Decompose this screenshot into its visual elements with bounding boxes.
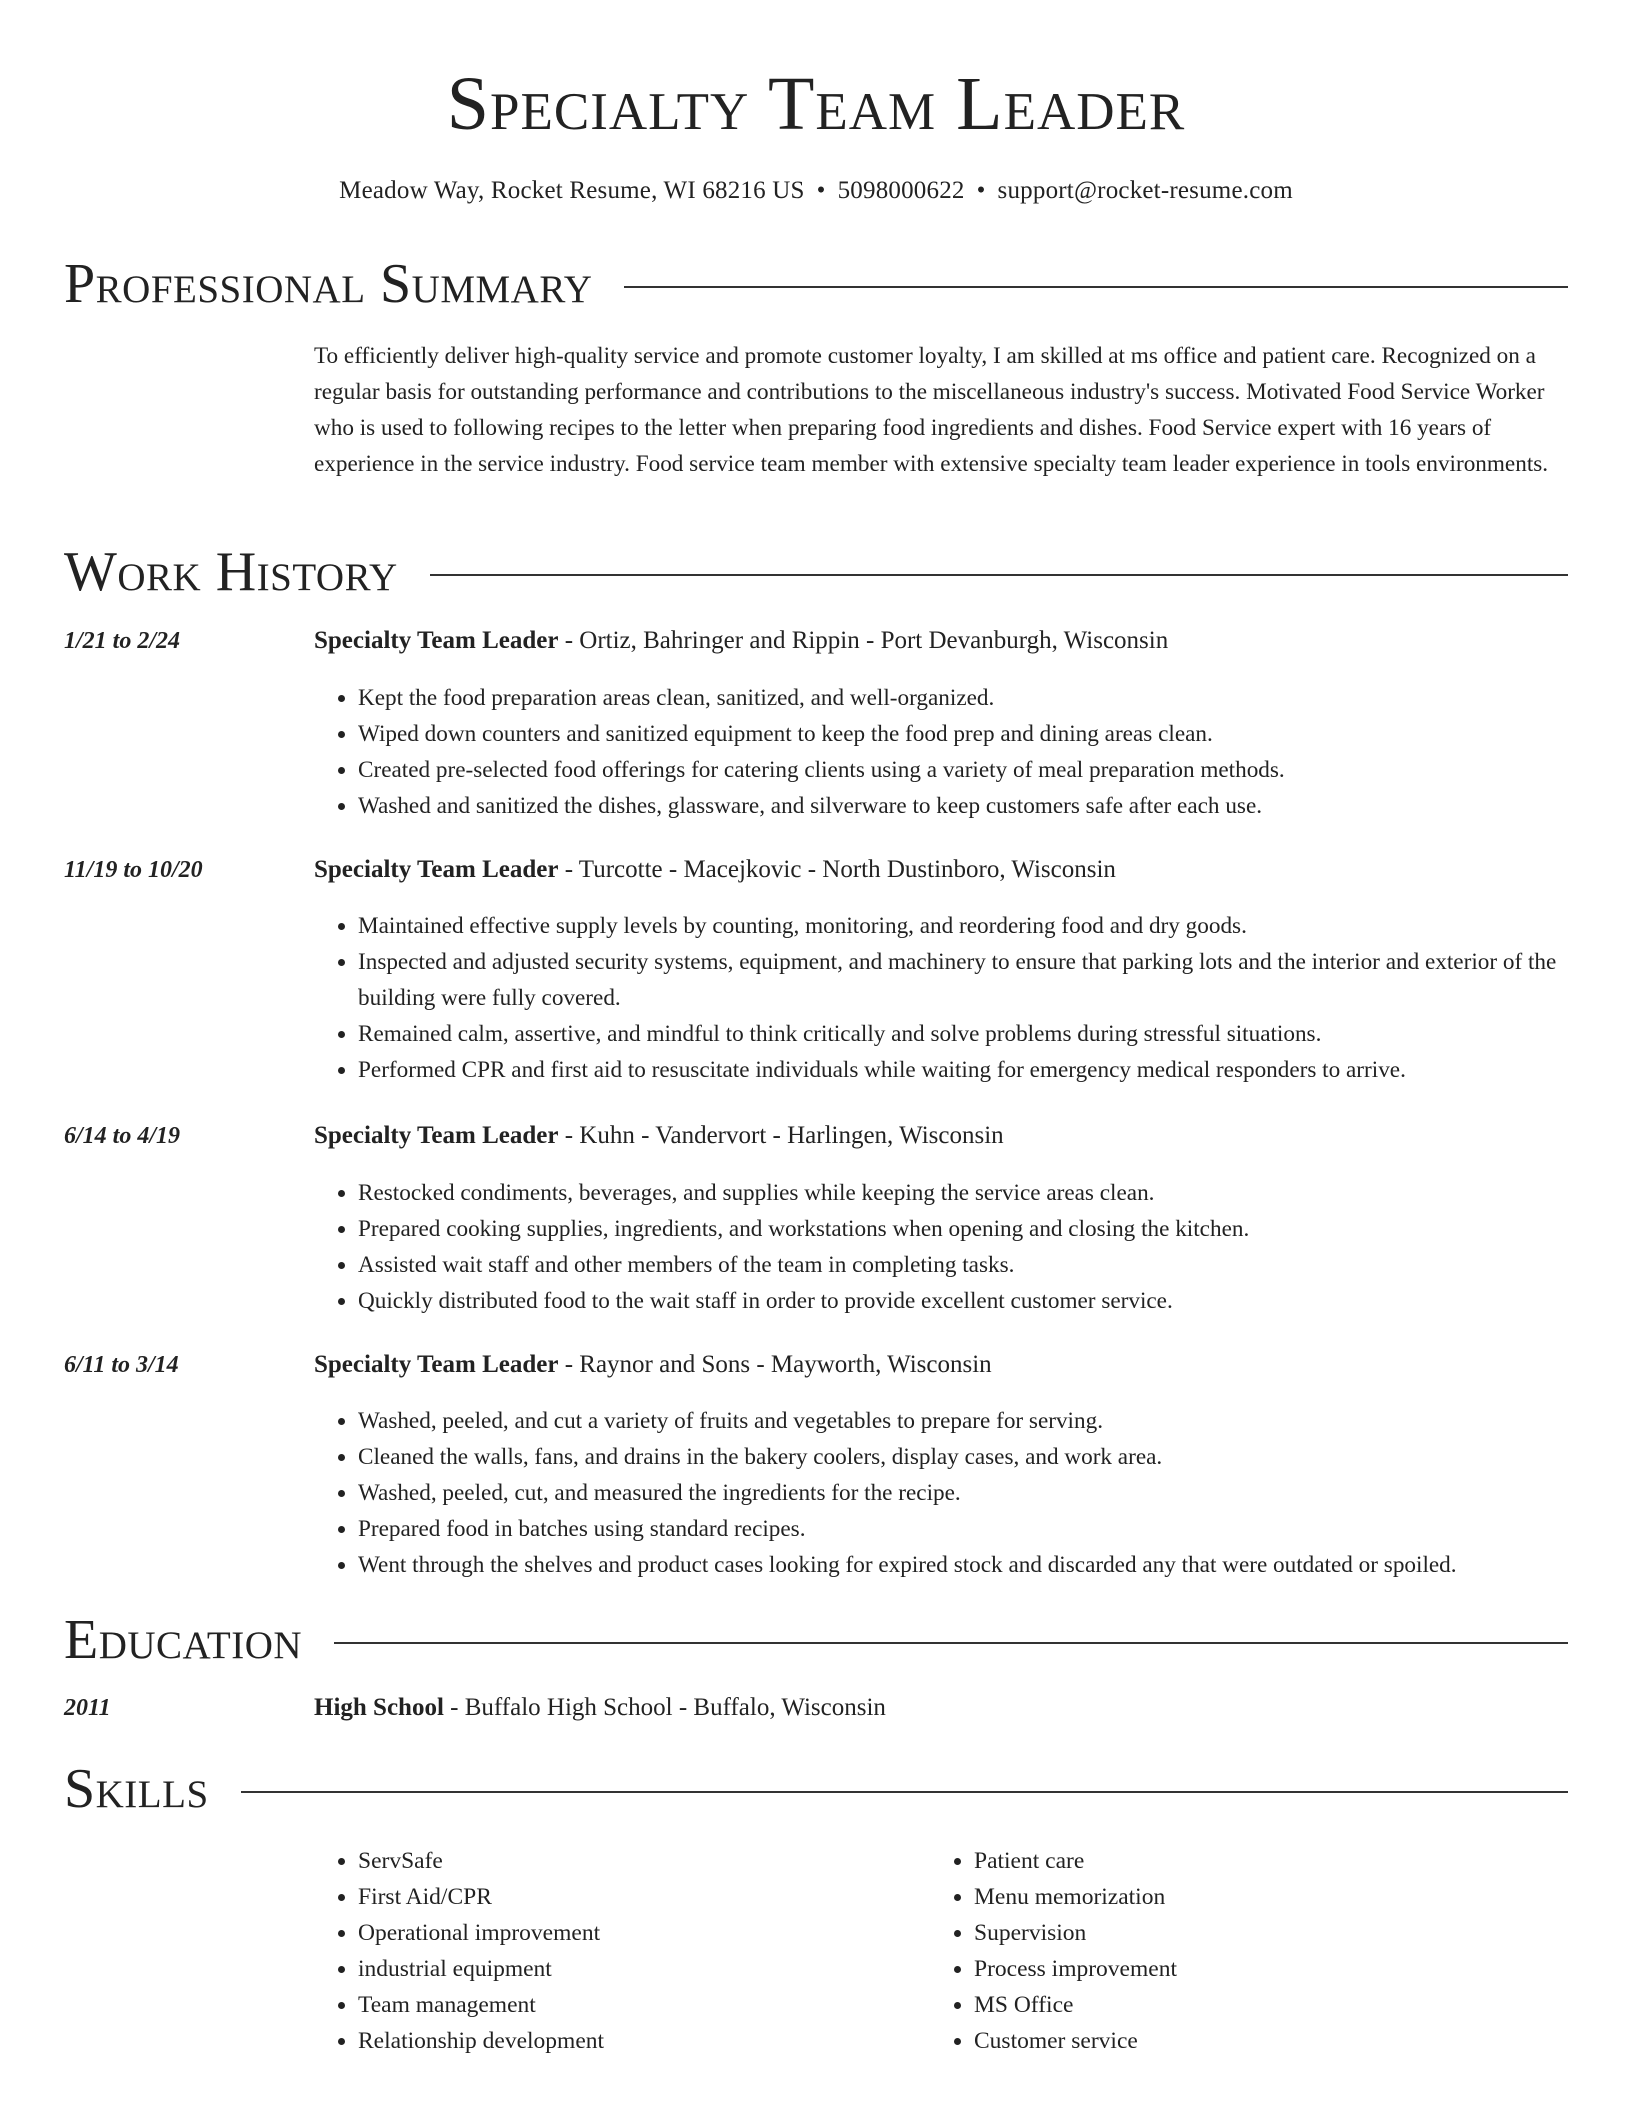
list-item: • Assisted wait staff and other members of the team in completing tasks. (358, 1247, 1572, 1283)
contact-address: Meadow Way, Rocket Resume, WI 68216 US (339, 177, 805, 204)
list-item: • First Aid/CPR (358, 1879, 918, 1915)
list-item: • Relationship development (358, 2023, 918, 2059)
section-work-header (64, 540, 1568, 604)
job-title: Specialty Team Leader (314, 1351, 559, 1378)
job-title: Specialty Team Leader (314, 1122, 559, 1149)
section-title: Education (64, 1609, 303, 1671)
list-item: • Remained calm, assertive, and mindful to think critically and solve problems during stressful situations. (358, 1016, 1572, 1052)
education-degree: High School (314, 1694, 444, 1721)
section-education-header (64, 1608, 1568, 1672)
contact-line (0, 174, 1632, 208)
list-item: • Kept the food preparation areas clean, sanitized, and well-organized. (358, 680, 1572, 716)
list-item: • Washed, peeled, cut, and measured the ingredients for the recipe. (358, 1475, 1572, 1511)
list-item: • industrial equipment (358, 1951, 918, 1987)
list-item: • Maintained effective supply levels by counting, monitoring, and reordering food and dry goods. (358, 908, 1572, 944)
job-heading (314, 1119, 1568, 1153)
resume-title: Specialty Team Leader (446, 62, 1186, 146)
section-rule (624, 286, 1568, 288)
list-item: • Wiped down counters and sanitized equipment to keep the food prep and dining areas clean. (358, 716, 1572, 752)
job-heading (314, 624, 1568, 658)
education-heading (314, 1691, 1568, 1725)
list-item: • Customer service (974, 2023, 1534, 2059)
section-summary-header (64, 252, 1568, 316)
list-item: • Inspected and adjusted security systems, equipment, and machinery to ensure that parking lots and the interior and exterior of the building were fully covered. (358, 944, 1572, 1016)
section-title: Professional Summary (64, 253, 593, 315)
job-heading (314, 853, 1568, 887)
section-title: Work History (64, 541, 398, 603)
list-item: • Team management (358, 1987, 918, 2023)
list-item: • Washed and sanitized the dishes, glassware, and silverware to keep customers safe after each use. (358, 788, 1572, 824)
education-date: 2011 (64, 1695, 111, 1721)
section-skills-header (64, 1757, 1568, 1821)
summary-text: To efficiently deliver high-quality service and promote customer loyalty, I am skilled at ms office and patient care. Recognized on a regular basis for outstanding performance and contributions to the miscellaneous industry's success. Motivated Food Service Worker who is used to following recipes to the letter when preparing food ingredients and dishes. Food Service expert with 16 years of experience in the service industry. Food service team member with extensive specialty team leader experience in tools environments. (314, 343, 1549, 477)
job-heading (314, 1348, 1568, 1382)
education-details: - Buffalo High School - Buffalo, Wisconsin (443, 1694, 886, 1721)
job-details: - Ortiz, Bahringer and Rippin - Port Devanburgh, Wisconsin (558, 627, 1169, 654)
contact-separator: • (816, 177, 826, 204)
list-item: • Menu memorization (974, 1879, 1534, 1915)
job-bullets (314, 1175, 1572, 1319)
list-item: • ServSafe (358, 1843, 918, 1879)
list-item: • Supervision (974, 1915, 1534, 1951)
list-item: • Prepared food in batches using standard recipes. (358, 1511, 1572, 1547)
job-date: 6/14 to 4/19 (64, 1123, 181, 1149)
job-details: - Raynor and Sons - Mayworth, Wisconsin (558, 1351, 992, 1378)
list-item: • Washed, peeled, and cut a variety of fruits and vegetables to prepare for serving. (358, 1403, 1572, 1439)
job-date: 1/21 to 2/24 (64, 628, 181, 654)
skills-list-left (314, 1843, 918, 2059)
job-bullets (314, 908, 1572, 1088)
contact-phone: 5098000622 (837, 177, 965, 204)
job-title: Specialty Team Leader (314, 856, 559, 883)
section-title: Skills (64, 1758, 209, 1820)
job-bullets (314, 680, 1572, 824)
section-rule (241, 1791, 1568, 1793)
list-item: • Performed CPR and first aid to resuscitate individuals while waiting for emergency medical responders to arrive. (358, 1052, 1572, 1088)
list-item: • Process improvement (974, 1951, 1534, 1987)
list-item: • Prepared cooking supplies, ingredients, and workstations when opening and closing the kitchen. (358, 1211, 1572, 1247)
job-date: 6/11 to 3/14 (64, 1352, 179, 1378)
job-date: 11/19 to 10/20 (64, 857, 203, 883)
list-item: • Cleaned the walls, fans, and drains in the bakery coolers, display cases, and work area. (358, 1439, 1572, 1475)
job-title: Specialty Team Leader (314, 627, 559, 654)
list-item: • Patient care (974, 1843, 1534, 1879)
section-rule (430, 574, 1568, 576)
list-item: • Quickly distributed food to the wait staff in order to provide excellent customer service. (358, 1283, 1572, 1319)
list-item: • Operational improvement (358, 1915, 918, 1951)
list-item: • MS Office (974, 1987, 1534, 2023)
list-item: • Went through the shelves and product cases looking for expired stock and discarded any that were outdated or spoiled. (358, 1547, 1572, 1583)
job-details: - Turcotte - Macejkovic - North Dustinboro, Wisconsin (558, 856, 1116, 883)
list-item: • Created pre-selected food offerings for catering clients using a variety of meal preparation methods. (358, 752, 1572, 788)
job-details: - Kuhn - Vandervort - Harlingen, Wisconsin (558, 1122, 1004, 1149)
contact-email: support@rocket-resume.com (997, 177, 1293, 204)
list-item: • Restocked condiments, beverages, and supplies while keeping the service areas clean. (358, 1175, 1572, 1211)
section-rule (334, 1642, 1568, 1644)
skills-list-right (930, 1843, 1534, 2059)
contact-separator: • (976, 177, 986, 204)
job-bullets (314, 1403, 1572, 1583)
